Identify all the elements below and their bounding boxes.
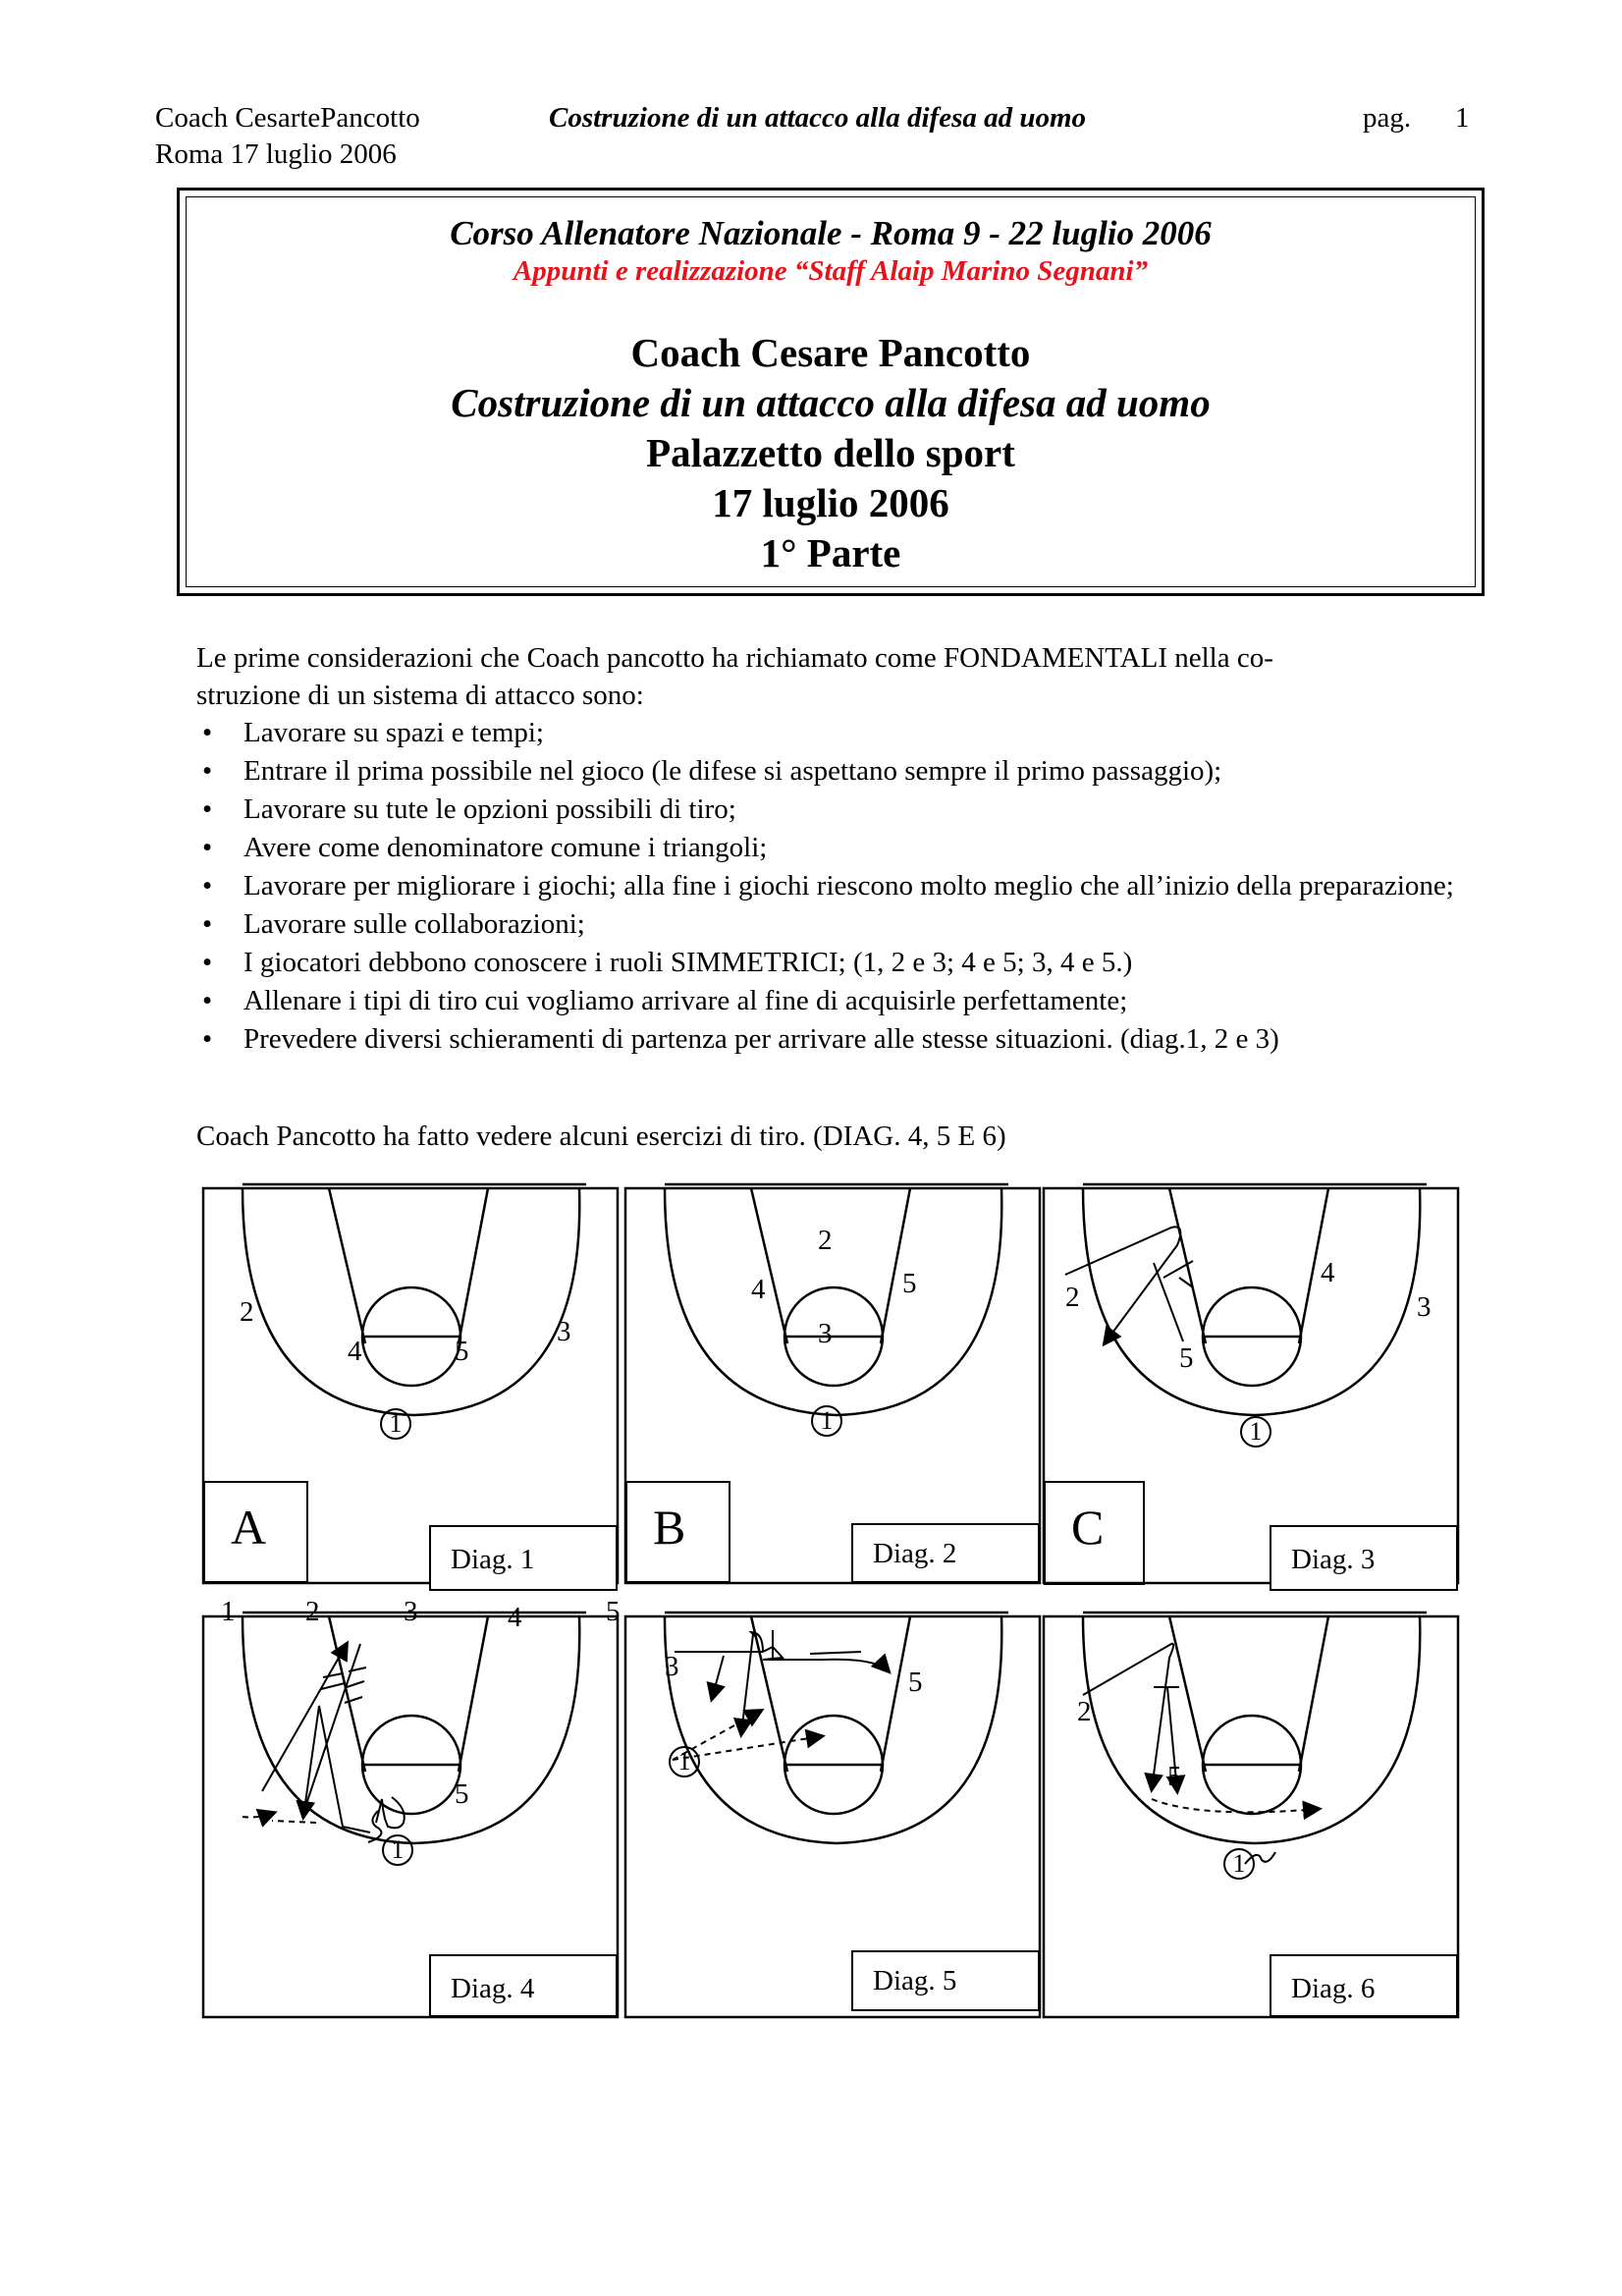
player-3: 3	[818, 1318, 833, 1349]
outro-line: Coach Pancotto ha fatto vedere alcuni esercizi di tiro. (DIAG. 4, 5 E 6)	[196, 1121, 1006, 1152]
player-3: 3	[1417, 1291, 1432, 1323]
list-item: • Prevedere diversi schieramenti di partenza per arrivare alle stesse situazioni. (diag.1, 2 e 3)	[202, 1023, 1279, 1055]
part-label: 1° Parte	[760, 530, 901, 575]
event-date: 17 luglio 2006	[712, 480, 949, 525]
player-5: 5	[1167, 1761, 1182, 1792]
fundamentals-list	[196, 714, 1483, 1059]
intro-line-2: struzione di un sistema di attacco sono:	[196, 680, 644, 711]
player-3: 3	[557, 1316, 571, 1347]
court-diagram-3	[1044, 1184, 1458, 1583]
caption-diag-4: Diag. 4	[429, 1954, 618, 2017]
list-item: • Lavorare su spazi e tempi;	[202, 717, 544, 748]
court-diagram-2	[625, 1184, 1040, 1583]
player-2: 2	[1065, 1282, 1080, 1313]
court-diagram-6	[1044, 1613, 1458, 2017]
ball-handler-1: 1	[811, 1405, 842, 1437]
list-item: • Lavorare su tute le opzioni possibili di tiro;	[202, 793, 736, 825]
top-label-1: 1	[221, 1596, 236, 1627]
header-page-number: 1	[1455, 102, 1470, 134]
coach-name: Coach Cesare Pancotto	[630, 330, 1031, 375]
ball-handler-1: 1	[380, 1408, 411, 1440]
header-title: Costruzione di un attacco alla difesa ad uomo	[549, 102, 1087, 134]
caption-diag-2: Diag. 2	[851, 1523, 1040, 1583]
player-5: 5	[455, 1336, 469, 1367]
player-2: 2	[240, 1296, 254, 1328]
diagram-letter-c: C	[1044, 1481, 1145, 1585]
diagram-letter-a: A	[203, 1481, 308, 1583]
ball-handler-1: 1	[669, 1746, 700, 1777]
credits-line: Appunti e realizzazione “Staff Alaip Marino Segnani”	[513, 255, 1149, 287]
court-diagram-5	[625, 1613, 1040, 2017]
intro-line-1: Le prime considerazioni che Coach pancotto ha richiamato come FONDAMENTALI nella co-	[196, 642, 1273, 674]
top-label-4: 4	[508, 1602, 522, 1633]
player-4: 4	[1321, 1257, 1335, 1288]
caption-diag-3: Diag. 3	[1270, 1525, 1458, 1591]
caption-diag-5: Diag. 5	[851, 1950, 1040, 2011]
caption-diag-6: Diag. 6	[1270, 1954, 1458, 2017]
player-3: 3	[665, 1651, 679, 1682]
top-label-5: 5	[606, 1596, 621, 1627]
ball-handler-1: 1	[1223, 1848, 1255, 1880]
player-5: 5	[902, 1268, 917, 1299]
list-item: • I giocatori debbono conoscere i ruoli SIMMETRICI; (1, 2 e 3; 4 e 5; 3, 4 e 5.)	[202, 947, 1133, 978]
player-5: 5	[1179, 1342, 1194, 1374]
caption-diag-1: Diag. 1	[429, 1525, 618, 1591]
list-item: • Lavorare sulle collaborazioni;	[202, 908, 585, 940]
header-date: Roma 17 luglio 2006	[155, 138, 397, 170]
top-label-2: 2	[305, 1596, 320, 1627]
header-author: Coach CesartePancotto	[155, 102, 420, 134]
player-2: 2	[1077, 1696, 1092, 1727]
court-diagram-4	[203, 1596, 621, 2017]
ball-handler-1: 1	[1240, 1416, 1271, 1448]
title-box	[177, 188, 1485, 596]
list-item: • Entrare il prima possibile nel gioco (le difese si aspettano sempre il primo passaggio);	[202, 755, 1222, 787]
ball-handler-1: 1	[382, 1834, 413, 1866]
topic-title: Costruzione di un attacco alla difesa ad uomo	[451, 380, 1211, 425]
diagram-letter-b: B	[625, 1481, 730, 1583]
player-5: 5	[455, 1778, 469, 1810]
course-title: Corso Allenatore Nazionale - Roma 9 - 22 luglio 2006	[450, 214, 1212, 252]
list-item: • Lavorare per migliorare i giochi; alla fine i giochi riescono molto meglio che all’inizio della preparazione;	[202, 870, 1454, 902]
venue: Palazzetto dello sport	[646, 430, 1015, 475]
player-5: 5	[908, 1667, 923, 1698]
player-4: 4	[751, 1274, 766, 1305]
player-4: 4	[348, 1336, 362, 1367]
list-item: • Avere come denominatore comune i triangoli;	[202, 832, 768, 863]
top-label-3: 3	[404, 1596, 418, 1627]
header-page-label: pag.	[1363, 102, 1412, 134]
player-2: 2	[818, 1225, 833, 1256]
court-diagram-1	[203, 1184, 618, 1583]
list-item: • Allenare i tipi di tiro cui vogliamo arrivare al fine di acquisirle perfettamente;	[202, 985, 1128, 1016]
